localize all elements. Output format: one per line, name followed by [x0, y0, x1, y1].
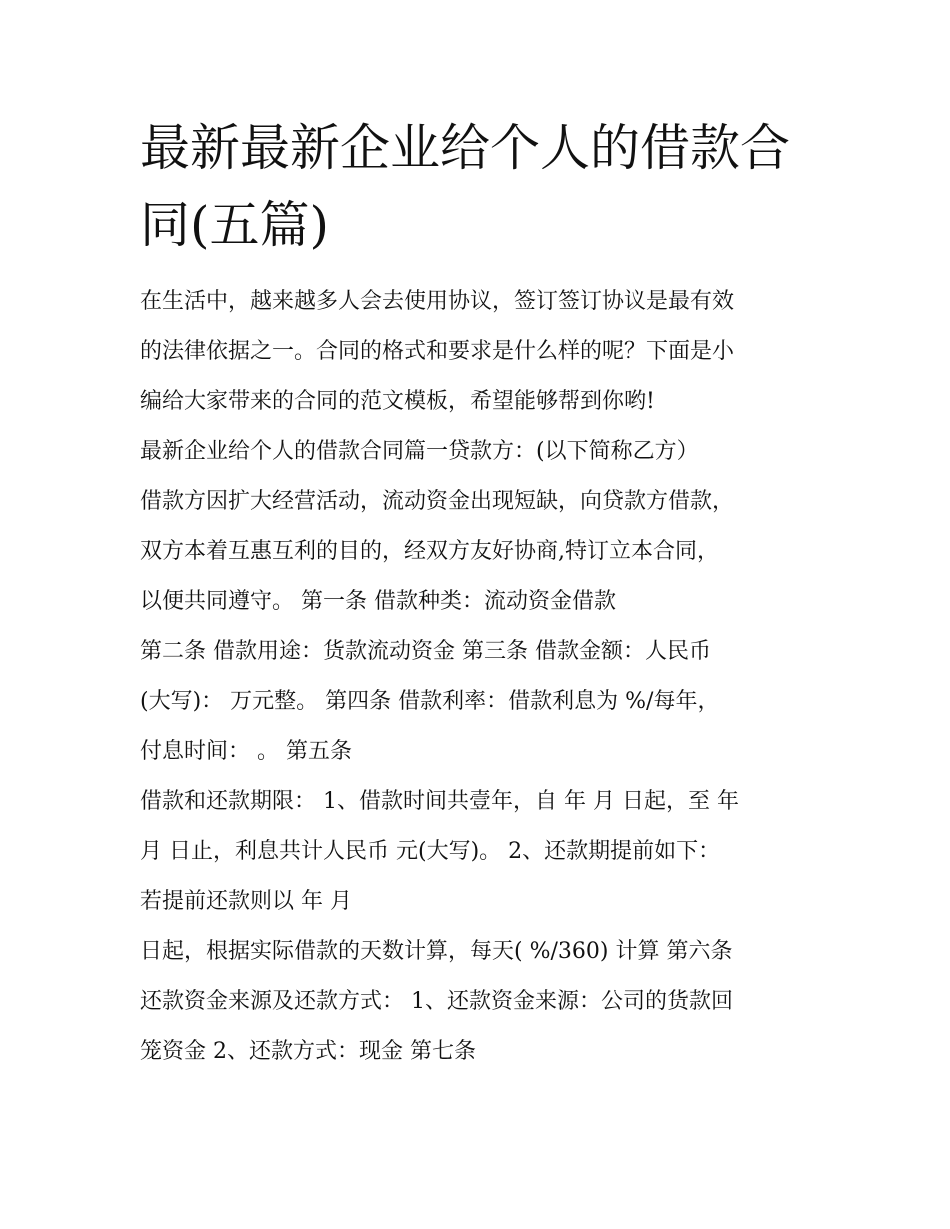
- body-line: 若提前还款则以 年 月: [140, 889, 352, 914]
- body-line: 月 日止，利息共计人民币 元(大写)。 2、还款期提前如下：: [140, 839, 721, 864]
- body-line: 付息时间： 。 第五条: [140, 739, 352, 764]
- body-line: 双方本着互惠互利的目的，经双方友好协商,特订立本合同，: [140, 539, 719, 564]
- body-line: 在生活中，越来越多人会去使用协议，签订签订协议是最有效: [140, 289, 735, 314]
- body-line: 第二条 借款用途：货款流动资金 第三条 借款金额：人民币: [140, 639, 711, 664]
- body-line: 日起，根据实际借款的天数计算，每天( %/360) 计算 第六条: [140, 939, 733, 964]
- body-line: 最新企业给个人的借款合同篇一贷款方：(以下简称乙方）: [140, 439, 699, 464]
- body-line: 借款方因扩大经营活动，流动资金出现短缺，向贷款方借款，: [140, 489, 735, 514]
- document-body: [140, 277, 830, 1077]
- body-line: (大写)： 万元整。 第四条 借款利率：借款利息为 %/每年，: [140, 689, 720, 714]
- body-line: 借款和还款期限： 1、借款时间共壹年，自 年 月 日起，至 年: [140, 789, 739, 814]
- body-line: 编给大家带来的合同的范文模板，希望能够帮到你哟!: [140, 389, 655, 414]
- body-line: 还款资金来源及还款方式： 1、还款资金来源：公司的货款回: [140, 989, 733, 1014]
- title-line: 最新最新企业给个人的借款合: [140, 119, 790, 177]
- body-line: 的法律依据之一。合同的格式和要求是什么样的呢？下面是小: [140, 339, 735, 364]
- body-line: 笼资金 2、还款方式：现金 第七条: [140, 1039, 476, 1064]
- title-line: 同(五篇): [140, 196, 330, 254]
- body-line: 以便共同遵守。 第一条 借款种类：流动资金借款: [140, 589, 616, 614]
- document-title: [140, 110, 820, 264]
